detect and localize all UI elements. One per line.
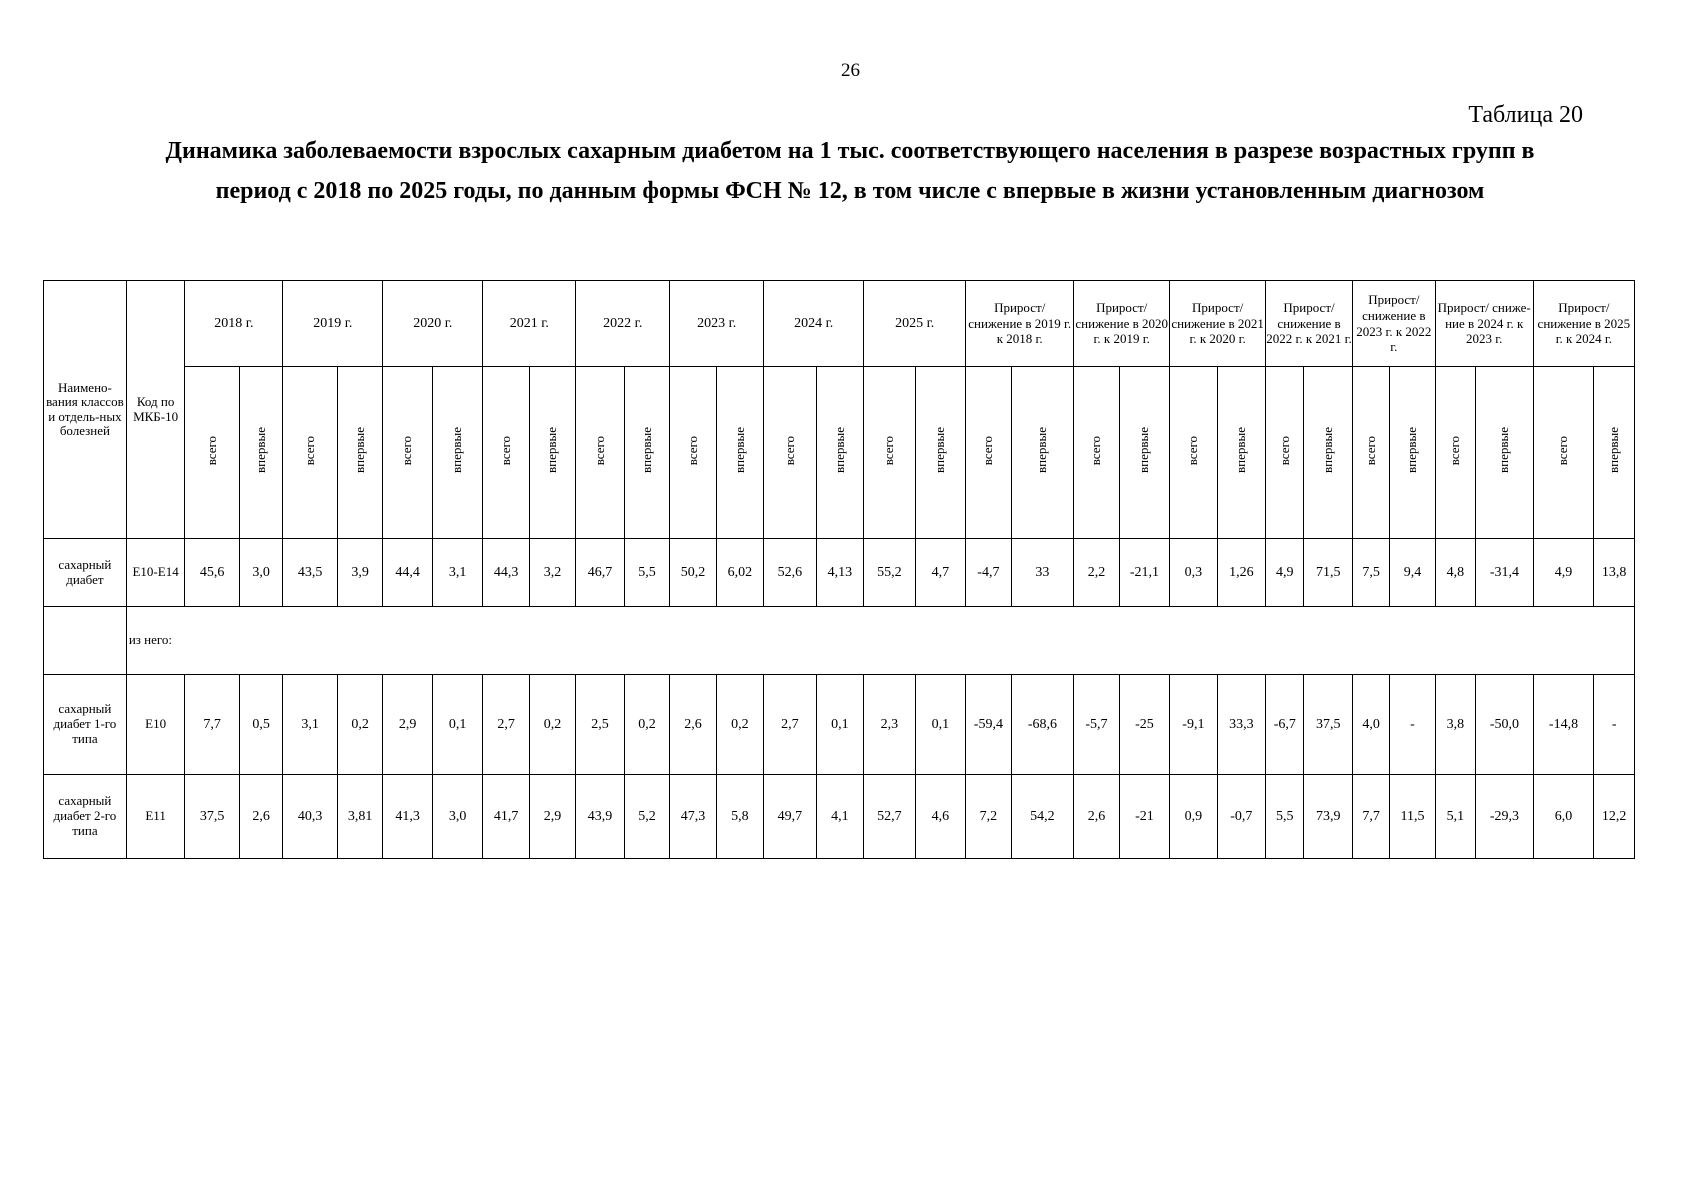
table-row [44, 539, 1635, 607]
subheader-total-label: всего [781, 435, 797, 465]
subheader-total-label: всего [881, 435, 897, 465]
value-cell: -29,3 [1476, 775, 1534, 859]
subheader-first-time-label: впервые [1233, 427, 1249, 474]
value-cell: 7,2 [966, 775, 1011, 859]
subheader-total-label: всего [1088, 435, 1104, 465]
subheader-first-time [239, 367, 282, 539]
icd-code: Е10 [126, 675, 185, 775]
value-cell: - [1390, 675, 1435, 775]
value-cell: 4,9 [1266, 539, 1304, 607]
value-cell: - [1594, 675, 1635, 775]
value-cell: 3,9 [337, 539, 382, 607]
value-cell: 41,3 [383, 775, 432, 859]
subheader-first-time [529, 367, 575, 539]
value-cell: 2,6 [1074, 775, 1119, 859]
subheader-total-label: всего [980, 435, 996, 465]
subheader-first-time [1217, 367, 1265, 539]
year-header: 2020 г. [383, 281, 483, 367]
value-cell: 41,7 [483, 775, 529, 859]
value-cell: 46,7 [576, 539, 624, 607]
subheader-first-time [1476, 367, 1534, 539]
value-cell: -9,1 [1170, 675, 1217, 775]
value-cell: 2,3 [864, 675, 916, 775]
value-cell: 73,9 [1304, 775, 1352, 859]
value-cell: 3,8 [1435, 675, 1475, 775]
value-cell: 2,6 [670, 675, 716, 775]
value-cell: 3,1 [432, 539, 483, 607]
subheader-total-label: всего [1362, 435, 1378, 465]
value-cell: 33,3 [1217, 675, 1265, 775]
year-header: 2021 г. [483, 281, 576, 367]
value-cell: 43,9 [576, 775, 624, 859]
subheader-first-time-label: впервые [1496, 427, 1512, 474]
subheader-total-label: всего [684, 435, 700, 465]
value-cell: -21,1 [1119, 539, 1170, 607]
icd-code: Е10-Е14 [126, 539, 185, 607]
value-cell: -4,7 [966, 539, 1011, 607]
subheader-total [670, 367, 716, 539]
value-cell: 3,2 [529, 539, 575, 607]
table-row [44, 675, 1635, 775]
subheader-first-time-label: впервые [1404, 427, 1420, 474]
growth-header: Прирост/ снижение в 2020 г. к 2019 г. [1074, 281, 1170, 367]
value-cell: 3,0 [239, 539, 282, 607]
subheader-first-time-label: впервые [932, 427, 948, 474]
subheader-first-time [816, 367, 863, 539]
value-cell: 0,2 [716, 675, 763, 775]
value-cell: 7,7 [1352, 775, 1389, 859]
value-cell: -25 [1119, 675, 1170, 775]
subheader-first-time [915, 367, 966, 539]
value-cell: 52,7 [864, 775, 916, 859]
value-cell: 0,1 [915, 675, 966, 775]
subheader-total-label: всего [301, 435, 317, 465]
subheader-first-time-label: впервые [831, 427, 847, 474]
value-cell: 55,2 [864, 539, 916, 607]
value-cell: 0,2 [337, 675, 382, 775]
subheader-label: из него: [126, 607, 1634, 675]
value-cell: 4,9 [1533, 539, 1594, 607]
value-cell: 2,9 [529, 775, 575, 859]
subheader-total [1533, 367, 1594, 539]
subheader-first-time-label: впервые [638, 427, 654, 474]
growth-header: Прирост/ снижение в 2023 г. к 2022 г. [1352, 281, 1435, 367]
value-cell: 9,4 [1390, 539, 1435, 607]
subheader-total-label: всего [1447, 435, 1463, 465]
subheader-first-time-label: впервые [252, 427, 268, 474]
disease-name: сахарный диабет 2-го типа [44, 775, 127, 859]
value-cell: 50,2 [670, 539, 716, 607]
year-header: 2025 г. [864, 281, 966, 367]
value-cell: -21 [1119, 775, 1170, 859]
value-cell: 7,7 [185, 675, 240, 775]
value-cell: 5,8 [716, 775, 763, 859]
value-cell: -59,4 [966, 675, 1011, 775]
value-cell: 37,5 [1304, 675, 1352, 775]
subheader-first-time-label: впервые [544, 427, 560, 474]
value-cell: 33 [1011, 539, 1074, 607]
value-cell: 49,7 [764, 775, 817, 859]
value-cell: 2,5 [576, 675, 624, 775]
value-cell: 6,0 [1533, 775, 1594, 859]
subheader-first-time-label: впервые [449, 427, 465, 474]
growth-header: Прирост/ снижение в 2021 г. к 2020 г. [1170, 281, 1266, 367]
value-cell: 3,0 [432, 775, 483, 859]
value-cell: 2,7 [764, 675, 817, 775]
growth-header: Прирост/ снижение в 2025 г. к 2024 г. [1533, 281, 1634, 367]
name-header: Наимено-вания классов и отдель-ных болезней [44, 281, 127, 539]
code-header: Код по МКБ-10 [126, 281, 185, 539]
value-cell: -68,6 [1011, 675, 1074, 775]
subheader-first-time-label: впервые [1136, 427, 1152, 474]
value-cell: 5,2 [624, 775, 669, 859]
subheader-total [185, 367, 240, 539]
document-title: Динамика заболеваемости взрослых сахарным диабетом на 1 тыс. соответствующего населения в разрезе возрастных групп в период с 2018 по 2025 годы, по данным формы ФСН № 12, в том числе с впервые в жизни установленным диагнозом [165, 138, 1535, 204]
value-cell: 52,6 [764, 539, 817, 607]
value-cell: 4,1 [816, 775, 863, 859]
subheader-first-time-label: впервые [1605, 427, 1621, 474]
value-cell: 4,6 [915, 775, 966, 859]
value-cell: 47,3 [670, 775, 716, 859]
subheader-first-time [716, 367, 763, 539]
value-cell: 54,2 [1011, 775, 1074, 859]
subheader-total-label: всего [1555, 435, 1571, 465]
value-cell: 40,3 [283, 775, 338, 859]
value-cell: 0,1 [816, 675, 863, 775]
disease-name: сахарный диабет [44, 539, 127, 607]
value-cell: 11,5 [1390, 775, 1435, 859]
year-header: 2019 г. [283, 281, 383, 367]
table-label: Таблица 20 [1468, 102, 1583, 128]
value-cell: 2,7 [483, 675, 529, 775]
page-number: 26 [841, 60, 860, 81]
subheader-total-label: всего [497, 435, 513, 465]
value-cell: -31,4 [1476, 539, 1534, 607]
value-cell: -5,7 [1074, 675, 1119, 775]
value-cell: 0,1 [432, 675, 483, 775]
subheader-first-time [337, 367, 382, 539]
value-cell: -0,7 [1217, 775, 1265, 859]
value-cell: 43,5 [283, 539, 338, 607]
subheader-total [864, 367, 916, 539]
value-cell: 5,1 [1435, 775, 1475, 859]
icd-code: Е11 [126, 775, 185, 859]
year-header: 2018 г. [185, 281, 283, 367]
subheader-first-time-label: впервые [1034, 427, 1050, 474]
value-cell: 45,6 [185, 539, 240, 607]
subheader-total-label: всего [399, 435, 415, 465]
value-cell: 0,3 [1170, 539, 1217, 607]
subheader-first-time [432, 367, 483, 539]
value-cell: 0,2 [624, 675, 669, 775]
subheader-first-time [1011, 367, 1074, 539]
subheader-first-time [1594, 367, 1635, 539]
value-cell: 5,5 [1266, 775, 1304, 859]
year-header: 2023 г. [670, 281, 764, 367]
subheader-total [1170, 367, 1217, 539]
value-cell: 2,9 [383, 675, 432, 775]
value-cell: 4,7 [915, 539, 966, 607]
value-cell: 4,0 [1352, 675, 1389, 775]
subheader-total [483, 367, 529, 539]
subheader-first-time [1304, 367, 1352, 539]
value-cell: 12,2 [1594, 775, 1635, 859]
subheader-first-time [1119, 367, 1170, 539]
value-cell: 4,8 [1435, 539, 1475, 607]
subheader-total [383, 367, 432, 539]
value-cell: 44,3 [483, 539, 529, 607]
value-cell: -6,7 [1266, 675, 1304, 775]
value-cell: -50,0 [1476, 675, 1534, 775]
value-cell: 0,9 [1170, 775, 1217, 859]
value-cell: 71,5 [1304, 539, 1352, 607]
value-cell: 2,6 [239, 775, 282, 859]
value-cell: 3,1 [283, 675, 338, 775]
subheader-first-time-label: впервые [731, 427, 747, 474]
subheader-first-time-label: впервые [351, 427, 367, 474]
subheader-first-time [1390, 367, 1435, 539]
value-cell: 3,81 [337, 775, 382, 859]
subheader-first-time [624, 367, 669, 539]
growth-header: Прирост/ снижение в 2022 г. к 2021 г. [1266, 281, 1353, 367]
subheader-total-label: всего [1276, 435, 1292, 465]
value-cell: -14,8 [1533, 675, 1594, 775]
value-cell: 13,8 [1594, 539, 1635, 607]
subheader-first-time-label: впервые [1319, 427, 1335, 474]
value-cell: 1,26 [1217, 539, 1265, 607]
year-header: 2022 г. [576, 281, 670, 367]
value-cell: 4,13 [816, 539, 863, 607]
subheader-total-label: всего [591, 435, 607, 465]
value-cell: 7,5 [1352, 539, 1389, 607]
value-cell: 6,02 [716, 539, 763, 607]
table-row-subheader [44, 607, 1635, 675]
disease-name: сахарный диабет 1-го типа [44, 675, 127, 775]
value-cell: 5,5 [624, 539, 669, 607]
value-cell: 0,2 [529, 675, 575, 775]
year-header: 2024 г. [764, 281, 864, 367]
value-cell: 0,5 [239, 675, 282, 775]
subheader-total-label: всего [1185, 435, 1201, 465]
table-row [44, 775, 1635, 859]
subheader-total [1352, 367, 1389, 539]
value-cell: 2,2 [1074, 539, 1119, 607]
header-row-years [44, 281, 1635, 367]
header-row-subcolumns [44, 367, 1635, 539]
subheader-total [1266, 367, 1304, 539]
growth-header: Прирост/ снижение в 2019 г. к 2018 г. [966, 281, 1074, 367]
value-cell: 37,5 [185, 775, 240, 859]
subheader-total [966, 367, 1011, 539]
incidence-table [43, 280, 1635, 859]
empty-cell [44, 607, 127, 675]
value-cell: 44,4 [383, 539, 432, 607]
growth-header: Прирост/ сниже-ние в 2024 г. к 2023 г. [1435, 281, 1533, 367]
subheader-total [1074, 367, 1119, 539]
subheader-total [1435, 367, 1475, 539]
subheader-total [576, 367, 624, 539]
subheader-total [283, 367, 338, 539]
subheader-total [764, 367, 817, 539]
subheader-total-label: всего [203, 435, 219, 465]
